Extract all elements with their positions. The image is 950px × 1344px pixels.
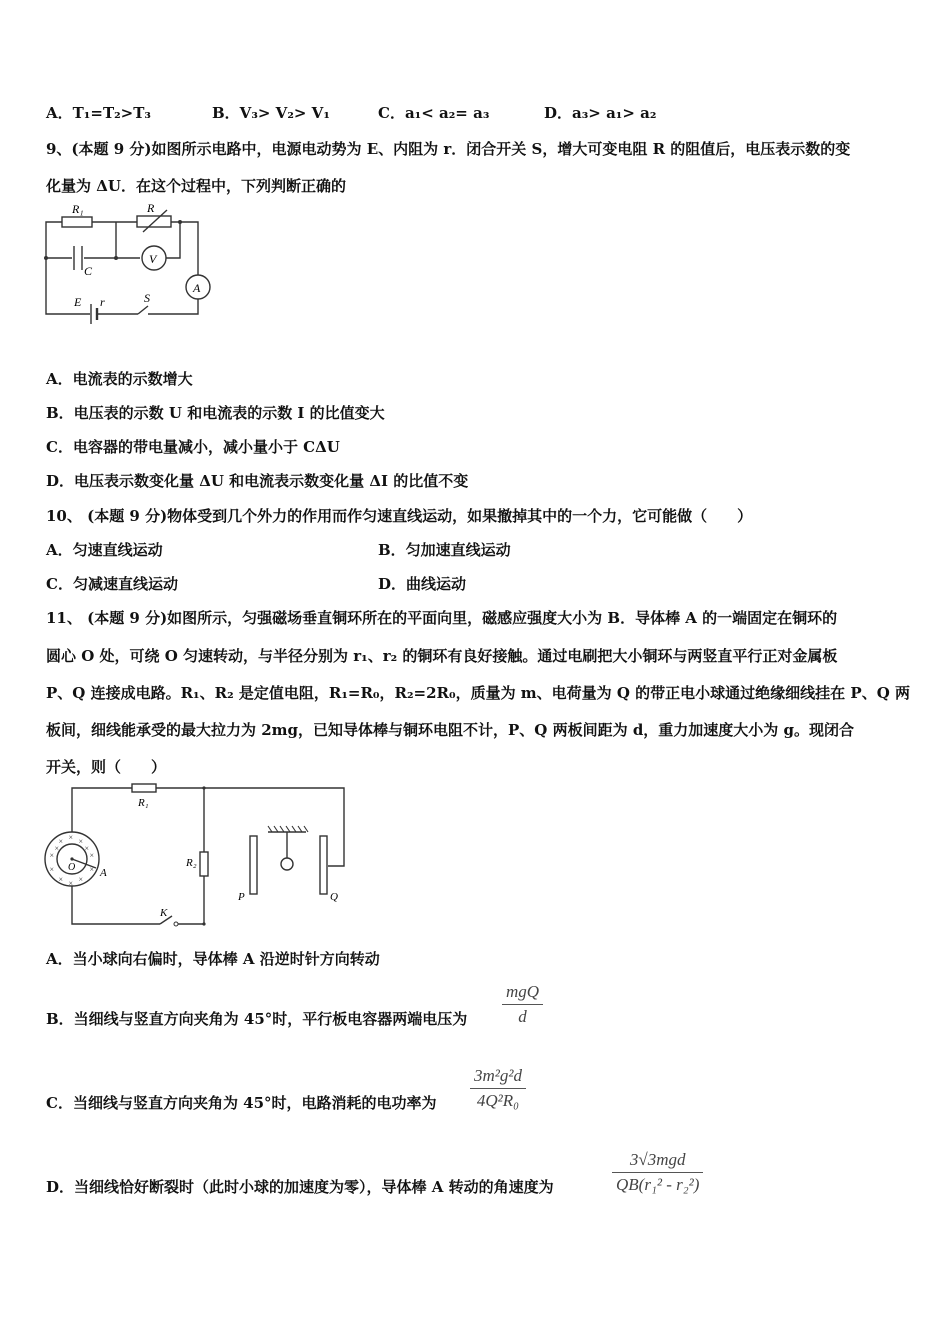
q11-label-a: A	[100, 867, 107, 879]
svg-text:×: ×	[78, 837, 84, 846]
q11-label-p: P	[238, 891, 245, 903]
q11-option-b-numerator: mgQ	[506, 982, 540, 1001]
q10-stem: 10、 (本题 9 分)物体受到几个外力的作用而作匀速直线运动，如果撤掉其中的一个力，它可能做（ ）	[46, 507, 753, 525]
q9-option-d: D．电压表示数变化量 ΔU 和电流表示数变化量 ΔI 的比值不变	[46, 472, 469, 490]
q8-option-b: B．V₃> V₂> V₁	[212, 104, 330, 122]
q9-label-internal-r: r	[100, 295, 105, 309]
q10-option-a: A．匀速直线运动	[46, 541, 163, 559]
q10-option-b: B．匀加速直线运动	[378, 541, 511, 559]
q11-option-c-fraction	[470, 1066, 526, 1111]
q10-option-d: D．曲线运动	[378, 575, 467, 593]
q11-label-r2: R₂	[186, 857, 197, 869]
svg-text:×: ×	[58, 837, 64, 846]
q11-stem-line2: 圆心 O 处，可绕 O 匀速转动，与半径分别为 r₁、r₂ 的铜环有良好接触。通过电刷把大小铜环与两竖直平行正对金属板	[46, 647, 838, 665]
q11-option-c-denominator: 4Q²R₀	[476, 1091, 520, 1110]
q11-label-k: K	[160, 907, 168, 919]
q8-option-a: A．T₁=T₂>T₃	[46, 104, 151, 122]
q9-label-r: R	[147, 201, 155, 215]
q11-option-d-denominator: QB(r₁² - r₂²)	[616, 1175, 700, 1194]
svg-text:×: ×	[68, 879, 74, 888]
svg-text:×: ×	[84, 844, 90, 853]
q8-option-c: C．a₁< a₂= a₃	[378, 104, 490, 122]
svg-text:×: ×	[89, 865, 95, 874]
svg-text:×: ×	[58, 875, 64, 884]
q11-option-a: A．当小球向右偏时，导体棒 A 沿逆时针方向转动	[46, 950, 380, 968]
q11-stem-line4: 板间，细线能承受的最大拉力为 2mg，已知导体棒与铜环电阻不计，P、Q 两板间距为 d，重力加速度大小为 g。现闭合	[46, 721, 855, 739]
q11-option-c-numerator: 3m²g²d	[474, 1066, 522, 1085]
q11-option-d-numerator: 3√3mgd	[629, 1150, 686, 1169]
q9-label-voltmeter: V	[149, 252, 157, 266]
q11-stem-line3: P、Q 连接成电路。R₁、R₂ 是定值电阻，R₁=R₀，R₂=2R₀，质量为 m、电荷量为 Q 的带正电小球通过绝缘细线挂在 P、Q 两	[46, 684, 910, 702]
q8-option-d: D．a₃> a₁> a₂	[544, 104, 657, 122]
q11-option-c: C．当细线与竖直方向夹角为 45°时，电路消耗的电功率为	[46, 1094, 437, 1112]
svg-text:×: ×	[78, 875, 84, 884]
q9-label-r1: R₁	[72, 202, 84, 216]
svg-text:×: ×	[49, 865, 55, 874]
q11-label-o: O	[68, 862, 76, 873]
q9-label-e: E	[74, 295, 82, 309]
q9-option-a: A．电流表的示数增大	[46, 370, 193, 388]
q9-label-c: C	[84, 264, 93, 278]
q11-stem-line5: 开关，则（ ）	[46, 758, 167, 776]
svg-text:×: ×	[49, 851, 55, 860]
q9-option-b: B．电压表的示数 U 和电流表的示数 I 的比值变大	[46, 404, 385, 422]
svg-text:×: ×	[89, 851, 95, 860]
q11-stem-line1: 11、 (本题 9 分)如图所示，匀强磁场垂直铜环所在的平面向里，磁感应强度大小为 B．导体棒 A 的一端固定在铜环的	[46, 609, 838, 627]
q11-option-b-fraction	[502, 982, 543, 1027]
q9-option-c: C．电容器的带电量减小，减小量小于 CΔU	[46, 438, 340, 456]
q9-stem-line2: 化量为 ΔU．在这个过程中，下列判断正确的	[46, 177, 346, 195]
q11-label-q: Q	[330, 891, 338, 903]
q9-stem-line1: 9、(本题 9 分)如图所示电路中，电源电动势为 E、内阻为 r．闭合开关 S，增大可变电阻 R 的阻值后，电压表示数的变	[46, 140, 851, 158]
q11-option-b: B．当细线与竖直方向夹角为 45°时，平行板电容器两端电压为	[46, 1010, 468, 1028]
svg-text:×: ×	[68, 833, 74, 842]
q11-label-r1: R₁	[138, 797, 149, 809]
q11-option-b-denominator: d	[518, 1007, 527, 1026]
q9-label-s: S	[144, 291, 150, 305]
q11-option-d-fraction	[612, 1150, 703, 1195]
q11-option-d: D．当细线恰好断裂时（此时小球的加速度为零），导体棒 A 转动的角速度为	[46, 1178, 554, 1196]
svg-text:×: ×	[54, 844, 60, 853]
q11-circuit-diagram	[40, 782, 360, 932]
q9-label-ammeter: A	[193, 281, 201, 295]
q10-option-c: C．匀减速直线运动	[46, 575, 178, 593]
q9-circuit-diagram	[40, 198, 220, 338]
